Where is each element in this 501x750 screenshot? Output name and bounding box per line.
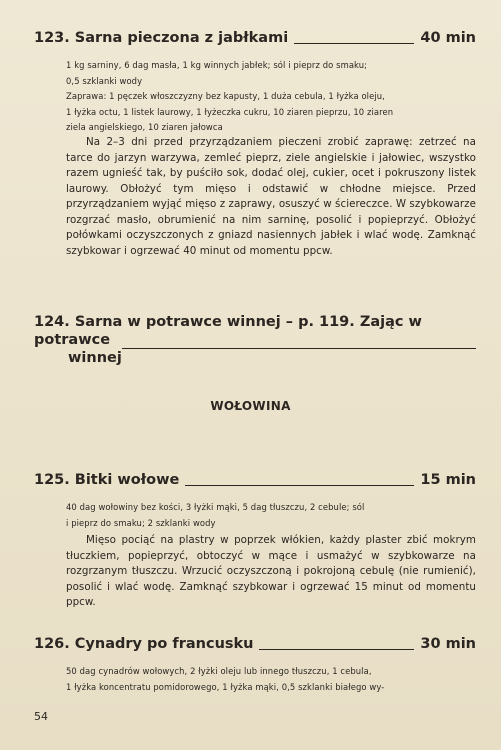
recipe-title: Cynadry po francusku [74, 636, 254, 652]
ingredients-line: 1 łyżka octu, 1 listek laurowy, 1 łyżeczka cukru, 10 ziaren pieprzu, 10 ziaren [66, 106, 394, 117]
header-rule [294, 43, 414, 44]
recipe-header [34, 313, 476, 367]
ingredients-line: 50 dag cynadrów wołowych, 2 łyżki oleju lub innego tłuszczu, 1 cebula, [66, 666, 372, 676]
page-number: 54 [34, 710, 48, 723]
recipe-header [34, 472, 476, 489]
ingredients-line: 40 dag wołowiny bez kości, 3 łyżki mąki, 5 dag tłuszczu, 2 cebule; sól [66, 502, 365, 512]
recipe-header [34, 30, 476, 47]
header-rule [185, 485, 414, 486]
recipe-number: 123. [34, 30, 70, 46]
ingredients-list [66, 500, 476, 531]
recipe-title: Sarna pieczona z jabłkami [74, 30, 289, 46]
recipe-time: 15 min [420, 472, 476, 488]
ingredients-line: Zaprawa: 1 pęczek włoszczyzny bez kapusty, 1 duża cebula, 1 łyżka oleju, [66, 91, 385, 102]
ingredients-line: 0,5 szklanki wody [66, 75, 143, 86]
header-rule [122, 348, 476, 349]
recipe-number: 126. [34, 636, 70, 652]
ingredients-line: i pieprz do smaku; 2 szklanki wody [66, 517, 216, 528]
recipe-title: Sarna w potrawce winnej – p. 119. Zając w potrawce [34, 314, 422, 348]
recipe-number: 125. [34, 472, 70, 488]
section-title: WOŁOWINA [210, 399, 291, 413]
recipe-instructions [66, 135, 476, 259]
recipe-title-continued: winnej [68, 350, 122, 366]
ingredients-line: 1 kg sarniny, 6 dag masła, 1 kg winnych jabłek; sól i pieprz do smaku; [66, 60, 368, 70]
recipe-time: 30 min [420, 636, 476, 652]
ingredients-line: ziela angielskiego, 10 ziaren jałowca [66, 122, 223, 133]
ingredients-list [66, 58, 476, 136]
recipe-number: 124. [34, 314, 70, 330]
recipe-title: Bitki wołowe [74, 472, 180, 488]
ingredients-line: 1 łyżka koncentratu pomidorowego, 1 łyżka mąki, 0,5 szklanki białego wy- [66, 681, 385, 692]
ingredients-list [66, 664, 476, 695]
recipe-header [34, 636, 476, 653]
instructions-paragraph: Na 2–3 dni przed przyrządzaniem pieczeni zrobić zaprawę: zetrzeć na tarce do jarzyn warzywa, zemleć pieprz, ziele angielskie i jałowiec, wszystko razem ugnieść tak, by puściło sok, dodać olej, cukier, ocet i pokruszony listek laurowy. Obłożyć tym mięso i odstawić w chłodne miejsce. Przed przyrządzaniem wyjąć mięso z zaprawy, osuszyć w ściereczce. W szybkowarze rozgrzać masło, obrumienić na nim sarninę, posolić i popieprzyć. Obłożyć połówkami oczyszczonych z gniazd nasiennych jabłek i wlać wodę. Zamknąć szybkowar i ogrzewać 40 minut od momentu ppcw. [66, 136, 476, 257]
instructions-paragraph: Mięso pociąć na plastry w poprzek włókien, każdy plaster zbić mokrym tłuczkiem, popieprzyć, obtoczyć w mące i usmażyć w szybkowarze na rozgrzanym tłuszczu. Wrzucić oczyszczoną i pokrojoną cebulę (nie rumienić), posolić i wlać wodę. Zamknąć szybkowar i ogrzewać 15 minut od momentu ppcw. [66, 534, 476, 608]
recipe-time: 40 min [420, 30, 476, 46]
recipe-instructions [66, 533, 476, 611]
header-rule [259, 649, 414, 650]
